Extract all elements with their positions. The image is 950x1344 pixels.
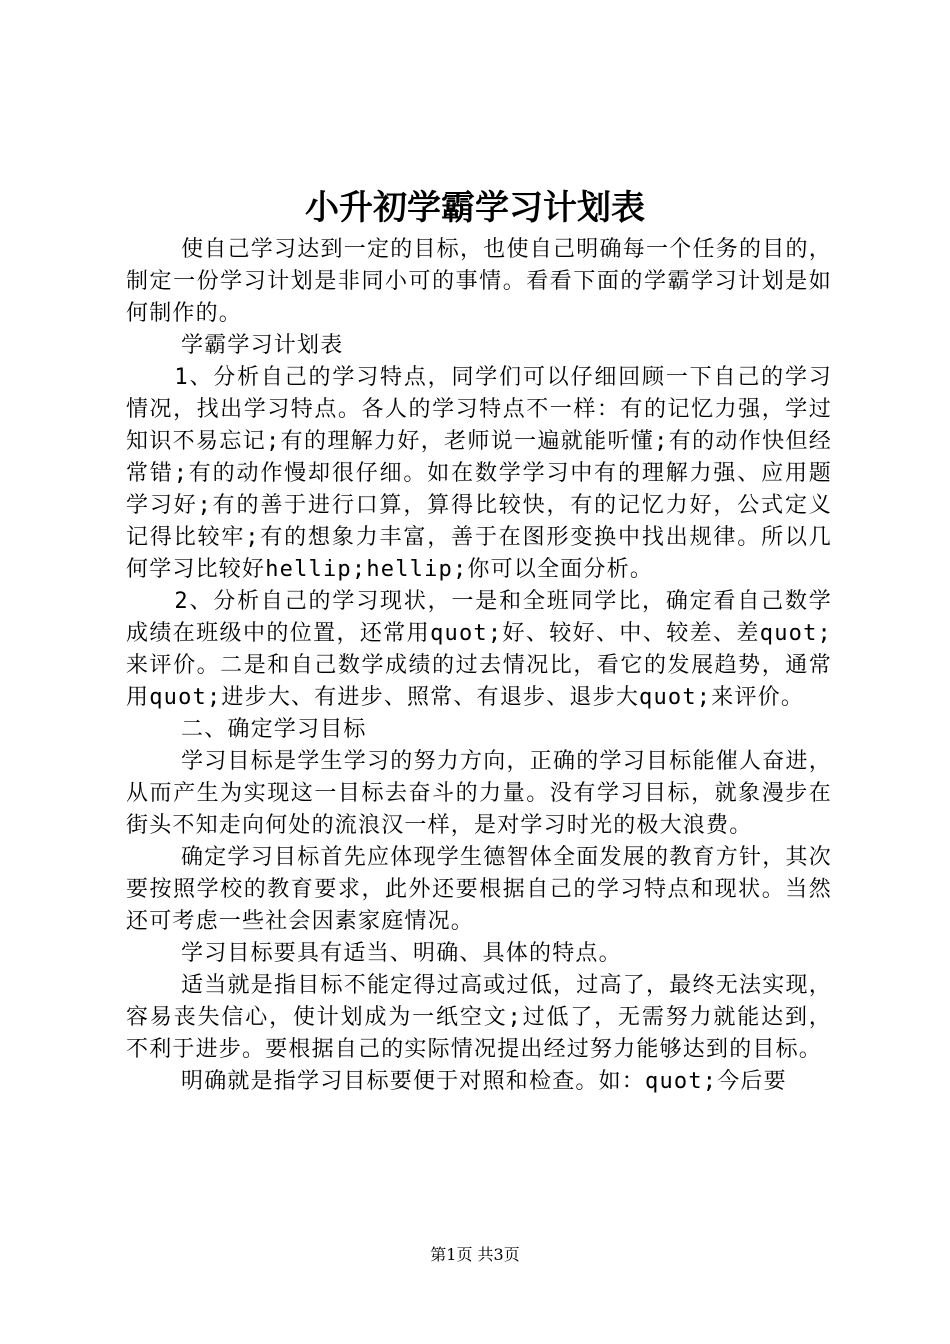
section-heading-goals: 二、确定学习目标 [181,717,367,742]
paragraph-goal-appropriate: 适当就是指目标不能定得过高或过低，过高了，最终无法实现，容易丧失信心，使计划成为一纸空文;过低了，无需努力就能达到，不利于进步。要根据自己的实际情况提出经过努力能够达到的目标。 [126,973,832,1062]
paragraph-goal-clear: 明确就是指学习目标要便于对照和检查。如：quot;今后要 [181,1069,787,1094]
paragraph-goal-traits: 学习目标要具有适当、明确、具体的特点。 [181,941,622,966]
page-number-footer: 第1页 共3页 [430,1245,520,1264]
paragraph-goal-importance: 学习目标是学生学习的努力方向，正确的学习目标能催人奋进，从而产生为实现这一目标去奋斗的力量。没有学习目标，就象漫步在街头不知走向何处的流浪汉一样，是对学习时光的极大浪费。 [126,749,832,838]
document-body [126,234,832,1098]
intro-paragraph: 使自己学习达到一定的目标，也使自己明确每一个任务的目的，制定一份学习计划是非同小可的事情。看看下面的学霸学习计划是如何制作的。 [126,237,832,326]
document-title: 小升初学霸学习计划表 [305,188,645,228]
paragraph-analyze-status: 2、分析自己的学习现状，一是和全班同学比，确定看自己数学成绩在班级中的位置，还常用quot;好、较好、中、较差、差quot;来评价。二是和自己数学成绩的过去情况比，看它的发展趋势，通常用quot;进步大、有进步、照常、有退步、退步大quot;来评价。 [126,589,832,710]
paragraph-analyze-traits: 1、分析自己的学习特点，同学们可以仔细回顾一下自己的学习情况，找出学习特点。各人的学习特点不一样：有的记忆力强，学过知识不易忘记;有的理解力好，老师说一遍就能听懂;有的动作快但经常错;有的动作慢却很仔细。如在数学学习中有的理解力强、应用题学习好;有的善于进行口算，算得比较快，有的记忆力好，公式定义记得比较牢;有的想象力丰富，善于在图形变换中找出规律。所以几何学习比较好hellip;hellip;你可以全面分析。 [126,365,832,582]
section-heading-plan: 学霸学习计划表 [181,333,344,358]
paragraph-goal-basis: 确定学习目标首先应体现学生德智体全面发展的教育方针，其次要按照学校的教育要求，此外还要根据自己的学习特点和现状。当然还可考虑一些社会因素家庭情况。 [126,845,832,934]
